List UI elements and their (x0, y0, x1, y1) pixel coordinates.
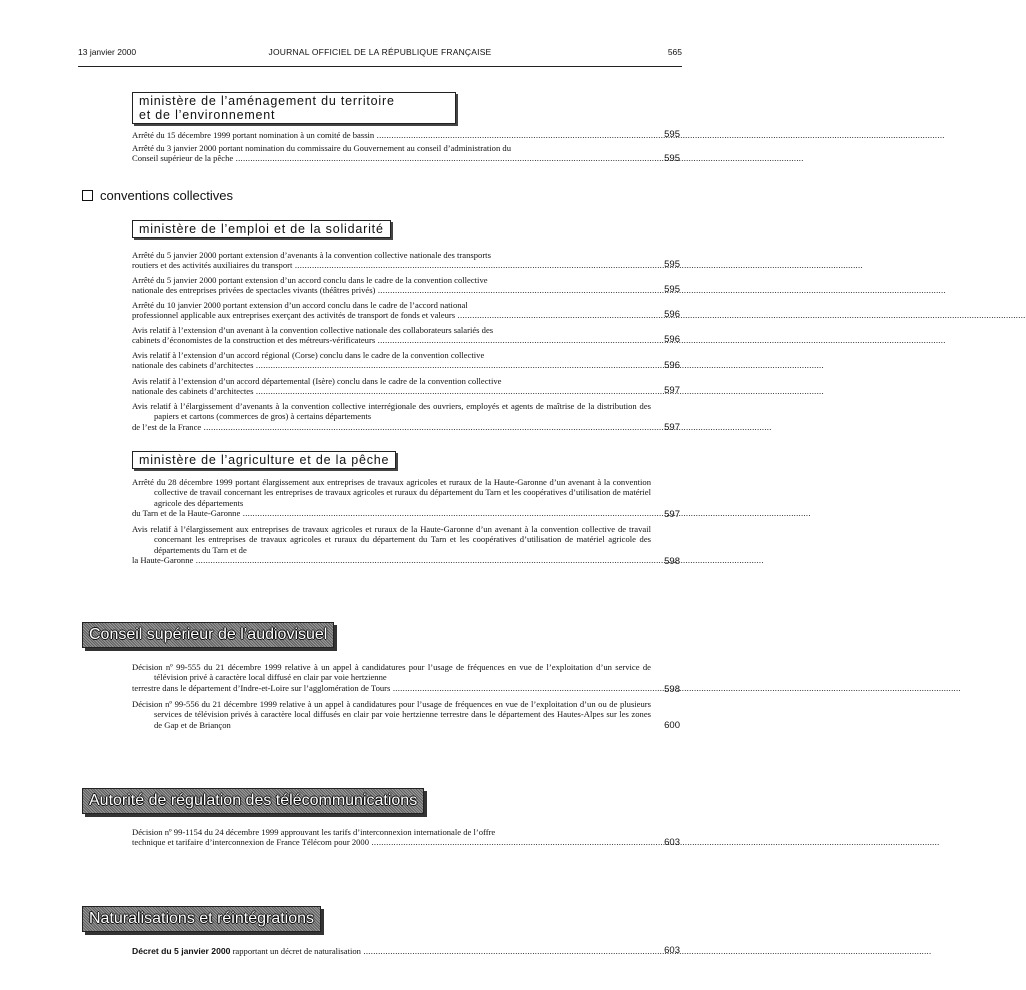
section-title-csa (82, 622, 334, 648)
section-title-line: Conseil supérieur de l’audiovisuel (89, 626, 328, 643)
entry-text: Arrêté du 15 décembre 1999 portant nomination à un comité de bassin ..... (154, 130, 651, 140)
section-title-agriculture (132, 451, 396, 469)
section-title-emploi (132, 220, 391, 238)
entry-text: Avis relatif à l’élargissement d’avenants à la convention collective interrégionale des ouvriers, employés et agents de maîtrise de la distribution des papiers et cartons (commerces de gros) à certains départements (132, 401, 651, 422)
entry-text-last: Conseil supérieur de la pêche ..... (154, 153, 651, 163)
header-page-number: 565 (667, 47, 682, 57)
entry-text: Arrêté du 28 décembre 1999 portant élargissement aux entreprises de travaux agricoles et ruraux de la Haute-Garonne d’un avenant à la convention collective de travail concernant les entreprises de travaux agricoles et ruraux du département du Tarn et les coopératives d’utilisation de matériel agricole des départements (132, 477, 651, 508)
entry-text-last: de l’est de la France ..... (154, 422, 651, 432)
entry-page: 595 (664, 284, 680, 295)
toc-entry (132, 827, 651, 848)
entry-text-last: routiers et des activités auxiliaires du transport ..... (154, 260, 651, 270)
entry-text: Décision nº 99-556 du 21 décembre 1999 relative à un appel à candidatures pour l’usage de fréquences en vue de l’exploitation d’un ou de plusieurs services de télévision privés à caractère local diffusés en clair par voie hertzienne terrestre dans le département des Hautes-Alpes sur les zones de Gap et de Briançon (132, 699, 651, 730)
entry-text: Arrêté du 10 janvier 2000 portant extension d’un accord conclu dans le cadre de l’accord national (132, 300, 468, 310)
entry-page: 597 (664, 509, 680, 520)
entry-page: 595 (664, 259, 680, 270)
entry-page: 595 (664, 129, 680, 140)
entry-text-last: du Tarn et de la Haute-Garonne ..... (154, 508, 651, 518)
entry-page: 597 (664, 385, 680, 396)
checkbox-square-icon (82, 190, 93, 201)
toc-entry (132, 524, 651, 566)
entry-text: Avis relatif à l’élargissement aux entreprises de travaux agricoles et ruraux de la Haute-Garonne d’un avenant à la convention collective de travail concernant les entreprises de travaux agricoles et ruraux du département du Tarn et les coopératives d’utilisation de matériel agricole des départements du Tarn et de (132, 524, 651, 555)
entry-page: 596 (664, 360, 680, 371)
toc-entry (132, 350, 651, 371)
toc-entry (132, 250, 651, 271)
toc-entry (132, 325, 651, 346)
entry-page: 596 (664, 334, 680, 345)
entry-bold-lead: Décret du 5 janvier 2000 (132, 946, 231, 956)
entry-text: Arrêté du 5 janvier 2000 portant extension d’un accord conclu dans le cadre de la convention collective (132, 275, 488, 285)
entry-text-last: professionnel applicable aux entreprises exerçant des activités de transport de fonds et valeurs ..... (154, 310, 651, 320)
entry-page: 598 (664, 684, 680, 695)
toc-entry (132, 946, 651, 956)
entry-text: rapportant un décret de naturalisation (232, 946, 361, 956)
header-date: 13 janvier 2000 (78, 47, 137, 57)
toc-entry (132, 275, 651, 296)
toc-entry (132, 376, 651, 397)
section-title-line: et de l’environnement (139, 108, 276, 122)
entry-page: 597 (664, 422, 680, 433)
toc-entry (132, 699, 651, 730)
page-header (78, 44, 682, 67)
entry-text-last: terrestre dans le département d’Indre-et-Loire sur l’agglomération de Tours ..... (154, 683, 651, 693)
entry-text: Avis relatif à l’extension d’un accord régional (Corse) conclu dans le cadre de la convention collective (132, 350, 485, 360)
section-title-art (82, 788, 424, 814)
section-title-naturalisations (82, 906, 321, 932)
entry-page: 595 (664, 153, 680, 164)
entry-text-last (132, 946, 651, 956)
subsection-conventions (82, 188, 233, 203)
subsection-label: conventions collectives (100, 188, 233, 203)
entry-text-last: technique et tarifaire d’interconnexion de France Télécom pour 2000 ..... (154, 837, 651, 847)
entry-text-last: cabinets d’économistes de la construction et des métreurs-vérificateurs ..... (154, 335, 651, 345)
entry-page: 600 (664, 720, 680, 731)
section-title-amenagement (132, 92, 456, 124)
entry-text: Décision nº 99-1154 du 24 décembre 1999 approuvant les tarifs d’interconnexion internationale de l’offre (132, 827, 496, 837)
entry-text: Avis relatif à l’extension d’un accord départemental (Isère) conclu dans le cadre de la convention collective (132, 376, 502, 386)
section-title-line: Autorité de régulation des télécommunications (89, 792, 418, 809)
entry-text-last: nationale des cabinets d’architectes ..... (154, 360, 651, 370)
toc-entry (132, 143, 651, 164)
section-title-line: ministère de l’agriculture et de la pêche (139, 453, 390, 467)
entry-page: 603 (664, 837, 680, 848)
toc-entry (132, 662, 651, 693)
toc-entry (132, 401, 651, 432)
section-title-line: Naturalisations et réintégrations (89, 910, 315, 927)
entry-page: 596 (664, 309, 680, 320)
entry-text: Arrêté du 3 janvier 2000 portant nomination du commissaire du Gouvernement au conseil d’administration du (132, 143, 511, 153)
entry-text-last: nationale des entreprises privées de spectacles vivants (théâtres privés) ..... (154, 285, 651, 295)
entry-text-last: la Haute-Garonne ..... (154, 555, 651, 565)
entry-text: Décision nº 99-555 du 21 décembre 1999 relative à un appel à candidatures pour l’usage de fréquences en vue de l’exploitation d’un service de télévision privé à caractère local diffusé en clair par voie hertzienne (132, 662, 651, 683)
entry-text: Avis relatif à l’extension d’un avenant à la convention collective nationale des collaborateurs salariés des (132, 325, 494, 335)
entry-text: Arrêté du 5 janvier 2000 portant extension d’avenants à la convention collective nationale des transports (132, 250, 491, 260)
entry-page: 598 (664, 556, 680, 567)
toc-entry (132, 477, 651, 519)
section-title-line: ministère de l’aménagement du territoire (139, 94, 395, 108)
toc-entry (132, 130, 651, 140)
section-title-line: ministère de l’emploi et de la solidarité (139, 222, 384, 236)
toc-entry (132, 300, 651, 321)
entry-page: 603 (664, 945, 680, 956)
header-title: JOURNAL OFFICIEL DE LA RÉPUBLIQUE FRANÇAISE (268, 47, 492, 57)
entry-text-last: nationale des cabinets d’architectes ..... (154, 386, 651, 396)
